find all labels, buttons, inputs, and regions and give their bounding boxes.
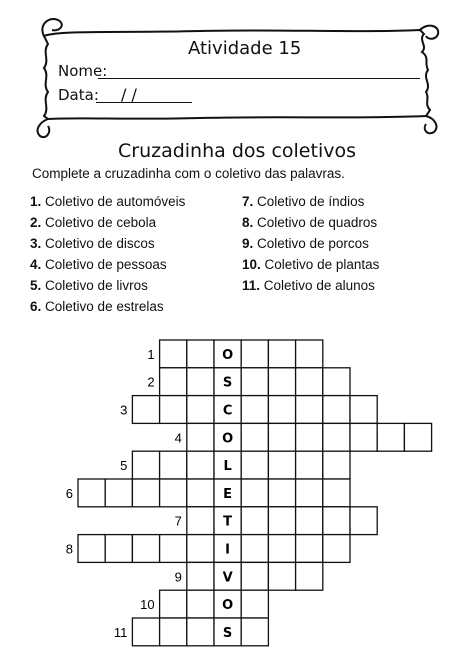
clue-number: 1. bbox=[30, 194, 42, 209]
answer-cell[interactable] bbox=[350, 396, 377, 424]
clue-text: Coletivo de pessoas bbox=[45, 257, 167, 272]
answer-cell[interactable] bbox=[160, 368, 187, 396]
answer-cell[interactable] bbox=[323, 507, 350, 535]
answer-cell[interactable] bbox=[160, 535, 187, 563]
answer-cell[interactable] bbox=[132, 451, 159, 479]
answer-cell[interactable] bbox=[296, 479, 323, 507]
answer-cell[interactable] bbox=[323, 479, 350, 507]
key-letter: S bbox=[222, 625, 233, 641]
answer-cell[interactable] bbox=[296, 340, 323, 368]
answer-cell[interactable] bbox=[160, 340, 187, 368]
key-letter: I bbox=[225, 542, 231, 558]
answer-cell[interactable] bbox=[241, 535, 268, 563]
key-letter: T bbox=[223, 514, 233, 530]
date-separators: / / bbox=[121, 85, 137, 104]
clue-number: 11. bbox=[242, 278, 261, 293]
answer-cell[interactable] bbox=[268, 451, 295, 479]
answer-cell[interactable] bbox=[268, 396, 295, 424]
answer-cell[interactable] bbox=[160, 618, 187, 646]
answer-cell[interactable] bbox=[187, 479, 214, 507]
clue-number: 9. bbox=[242, 236, 254, 251]
clue-number: 8. bbox=[242, 215, 254, 230]
row-number: 10 bbox=[140, 597, 155, 613]
clue-number: 3. bbox=[30, 236, 42, 251]
answer-cell[interactable] bbox=[105, 479, 132, 507]
answer-cell[interactable] bbox=[187, 562, 214, 590]
key-letter: O bbox=[222, 598, 234, 614]
answer-cell[interactable] bbox=[187, 396, 214, 424]
answer-cell[interactable] bbox=[187, 340, 214, 368]
row-number: 5 bbox=[120, 458, 128, 474]
clue-text: Coletivo de quadros bbox=[257, 215, 378, 230]
clue-number: 10. bbox=[242, 257, 261, 272]
row-number: 4 bbox=[174, 430, 182, 446]
answer-cell[interactable] bbox=[296, 562, 323, 590]
answer-cell[interactable] bbox=[187, 618, 214, 646]
answer-cell[interactable] bbox=[160, 396, 187, 424]
answer-cell[interactable] bbox=[241, 451, 268, 479]
key-letter: S bbox=[222, 375, 233, 391]
answer-cell[interactable] bbox=[268, 479, 295, 507]
clue-text: Coletivo de alunos bbox=[263, 278, 375, 293]
clue-text: Coletivo de discos bbox=[45, 236, 155, 251]
row-number: 7 bbox=[174, 513, 182, 529]
clue-text: Coletivo de estrelas bbox=[45, 299, 164, 314]
answer-cell[interactable] bbox=[241, 618, 268, 646]
key-letter: C bbox=[222, 403, 233, 419]
key-letter: O bbox=[222, 347, 234, 363]
answer-cell[interactable] bbox=[187, 507, 214, 535]
answer-cell[interactable] bbox=[241, 562, 268, 590]
clue-text: Coletivo de livros bbox=[45, 278, 148, 293]
key-letter: O bbox=[222, 431, 234, 447]
answer-cell[interactable] bbox=[241, 507, 268, 535]
instructions-text: Complete a cruzadinha com o coletivo das palavras. bbox=[32, 166, 345, 181]
row-number: 9 bbox=[174, 569, 182, 585]
activity-title: Atividade 15 bbox=[188, 38, 302, 59]
answer-cell[interactable] bbox=[296, 507, 323, 535]
answer-cell[interactable] bbox=[132, 535, 159, 563]
answer-cell[interactable] bbox=[323, 535, 350, 563]
answer-cell[interactable] bbox=[296, 423, 323, 451]
clue-number: 4. bbox=[30, 257, 42, 272]
name-label: Nome: bbox=[58, 62, 108, 80]
row-number: 8 bbox=[65, 541, 73, 557]
clue-text: Coletivo de plantas bbox=[264, 257, 380, 272]
answer-cell[interactable] bbox=[241, 340, 268, 368]
key-letter: E bbox=[223, 486, 233, 502]
clue-number: 6. bbox=[30, 299, 42, 314]
key-letter: V bbox=[222, 570, 233, 586]
row-number: 3 bbox=[120, 402, 128, 418]
answer-cell[interactable] bbox=[160, 590, 187, 618]
answer-cell[interactable] bbox=[296, 396, 323, 424]
row-number: 6 bbox=[65, 485, 73, 501]
worksheet-title: Cruzadinha dos coletivos bbox=[117, 140, 356, 162]
answer-cell[interactable] bbox=[296, 535, 323, 563]
answer-cell[interactable] bbox=[323, 423, 350, 451]
key-letter: L bbox=[223, 459, 232, 475]
answer-cell[interactable] bbox=[78, 535, 105, 563]
clue-text: Coletivo de porcos bbox=[257, 236, 369, 251]
answer-cell[interactable] bbox=[187, 590, 214, 618]
answer-cell[interactable] bbox=[241, 423, 268, 451]
answer-cell[interactable] bbox=[241, 368, 268, 396]
answer-cell[interactable] bbox=[323, 451, 350, 479]
answer-cell[interactable] bbox=[187, 451, 214, 479]
answer-cell[interactable] bbox=[323, 368, 350, 396]
answer-cell[interactable] bbox=[268, 535, 295, 563]
answer-cell[interactable] bbox=[323, 396, 350, 424]
answer-cell[interactable] bbox=[132, 396, 159, 424]
clue-text: Coletivo de índios bbox=[257, 194, 365, 209]
clue-number: 2. bbox=[30, 215, 42, 230]
clue-text: Coletivo de automóveis bbox=[45, 194, 186, 209]
answer-cell[interactable] bbox=[296, 451, 323, 479]
answer-cell[interactable] bbox=[350, 507, 377, 535]
answer-cell[interactable] bbox=[241, 590, 268, 618]
answer-cell[interactable] bbox=[78, 479, 105, 507]
answer-cell[interactable] bbox=[296, 368, 323, 396]
answer-cell[interactable] bbox=[268, 368, 295, 396]
answer-cell[interactable] bbox=[187, 423, 214, 451]
clue-text: Coletivo de cebola bbox=[45, 215, 157, 230]
clue-number: 7. bbox=[242, 194, 254, 209]
answer-cell[interactable] bbox=[187, 368, 214, 396]
answer-cell[interactable] bbox=[105, 535, 132, 563]
row-number: 1 bbox=[147, 346, 155, 362]
answer-cell[interactable] bbox=[187, 535, 214, 563]
answer-cell[interactable] bbox=[377, 423, 404, 451]
row-number: 2 bbox=[147, 374, 155, 390]
answer-cell[interactable] bbox=[404, 423, 431, 451]
answer-cell[interactable] bbox=[241, 479, 268, 507]
row-number: 11 bbox=[113, 624, 128, 640]
answer-cell[interactable] bbox=[132, 618, 159, 646]
answer-cell[interactable] bbox=[268, 423, 295, 451]
answer-cell[interactable] bbox=[241, 396, 268, 424]
answer-cell[interactable] bbox=[268, 340, 295, 368]
answer-cell[interactable] bbox=[268, 562, 295, 590]
answer-cell[interactable] bbox=[132, 479, 159, 507]
answer-cell[interactable] bbox=[350, 423, 377, 451]
answer-cell[interactable] bbox=[160, 451, 187, 479]
answer-cell[interactable] bbox=[160, 479, 187, 507]
answer-cell[interactable] bbox=[268, 507, 295, 535]
clue-number: 5. bbox=[30, 278, 42, 293]
date-label: Data: bbox=[58, 86, 99, 104]
